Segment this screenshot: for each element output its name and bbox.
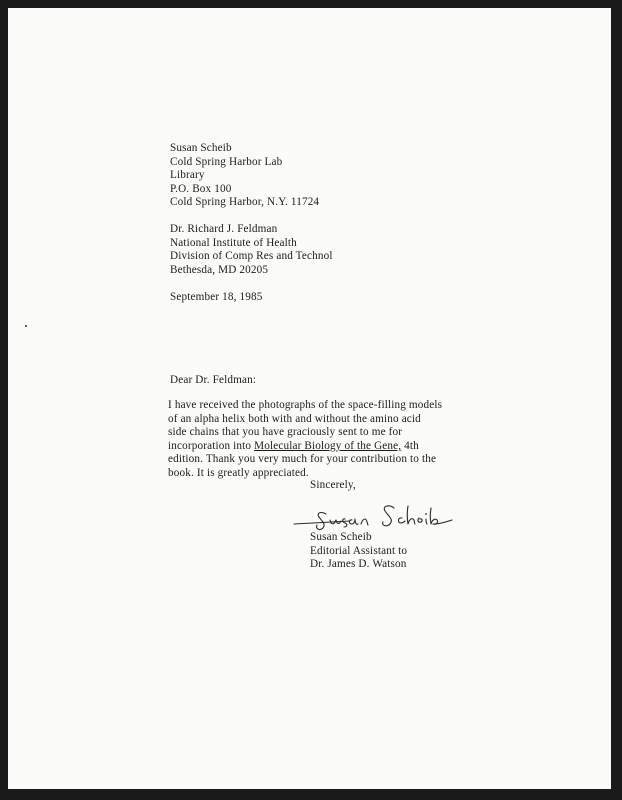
signature-block <box>310 531 407 572</box>
letter-body <box>168 399 508 481</box>
salutation: Dear Dr. Feldman: <box>170 374 257 386</box>
body-line: of an alpha helix both with and without the amino acid <box>168 412 421 425</box>
recipient-line: Bethesda, MD 20205 <box>170 263 269 276</box>
body-line-text: incorporation into <box>168 439 255 452</box>
sender-line: Cold Spring Harbor, N.Y. 11724 <box>170 196 320 209</box>
recipient-address <box>170 223 333 277</box>
signature-line: Dr. James D. Watson <box>310 558 407 571</box>
sender-line: Susan Scheib <box>170 142 232 154</box>
recipient-line: National Institute of Health <box>170 236 297 249</box>
sender-address <box>170 142 319 210</box>
body-line-text: 4th <box>401 439 419 452</box>
signature-line: Susan Scheib <box>310 531 372 543</box>
body-line <box>168 440 508 454</box>
body-line: edition. Thank you very much for your contribution to the <box>168 453 437 466</box>
recipient-line: Dr. Richard J. Feldman <box>170 223 278 235</box>
body-line: book. It is greatly appreciated. <box>168 466 309 479</box>
closing: Sincerely, <box>310 479 356 491</box>
paper-speck <box>25 325 27 327</box>
body-line: I have received the photographs of the space-filling models <box>168 399 443 411</box>
book-title: Molecular Biology of the Gene, <box>254 439 402 452</box>
sender-line: Library <box>170 169 205 182</box>
signature-line: Editorial Assistant to <box>310 544 408 557</box>
recipient-line: Division of Comp Res and Technol <box>170 250 333 263</box>
letter-date: September 18, 1985 <box>170 291 263 303</box>
letter-page <box>8 8 611 789</box>
sender-line: Cold Spring Harbor Lab <box>170 155 283 168</box>
body-line: side chains that you have graciously sent to me for <box>168 426 403 439</box>
sender-line: P.O. Box 100 <box>170 182 232 195</box>
